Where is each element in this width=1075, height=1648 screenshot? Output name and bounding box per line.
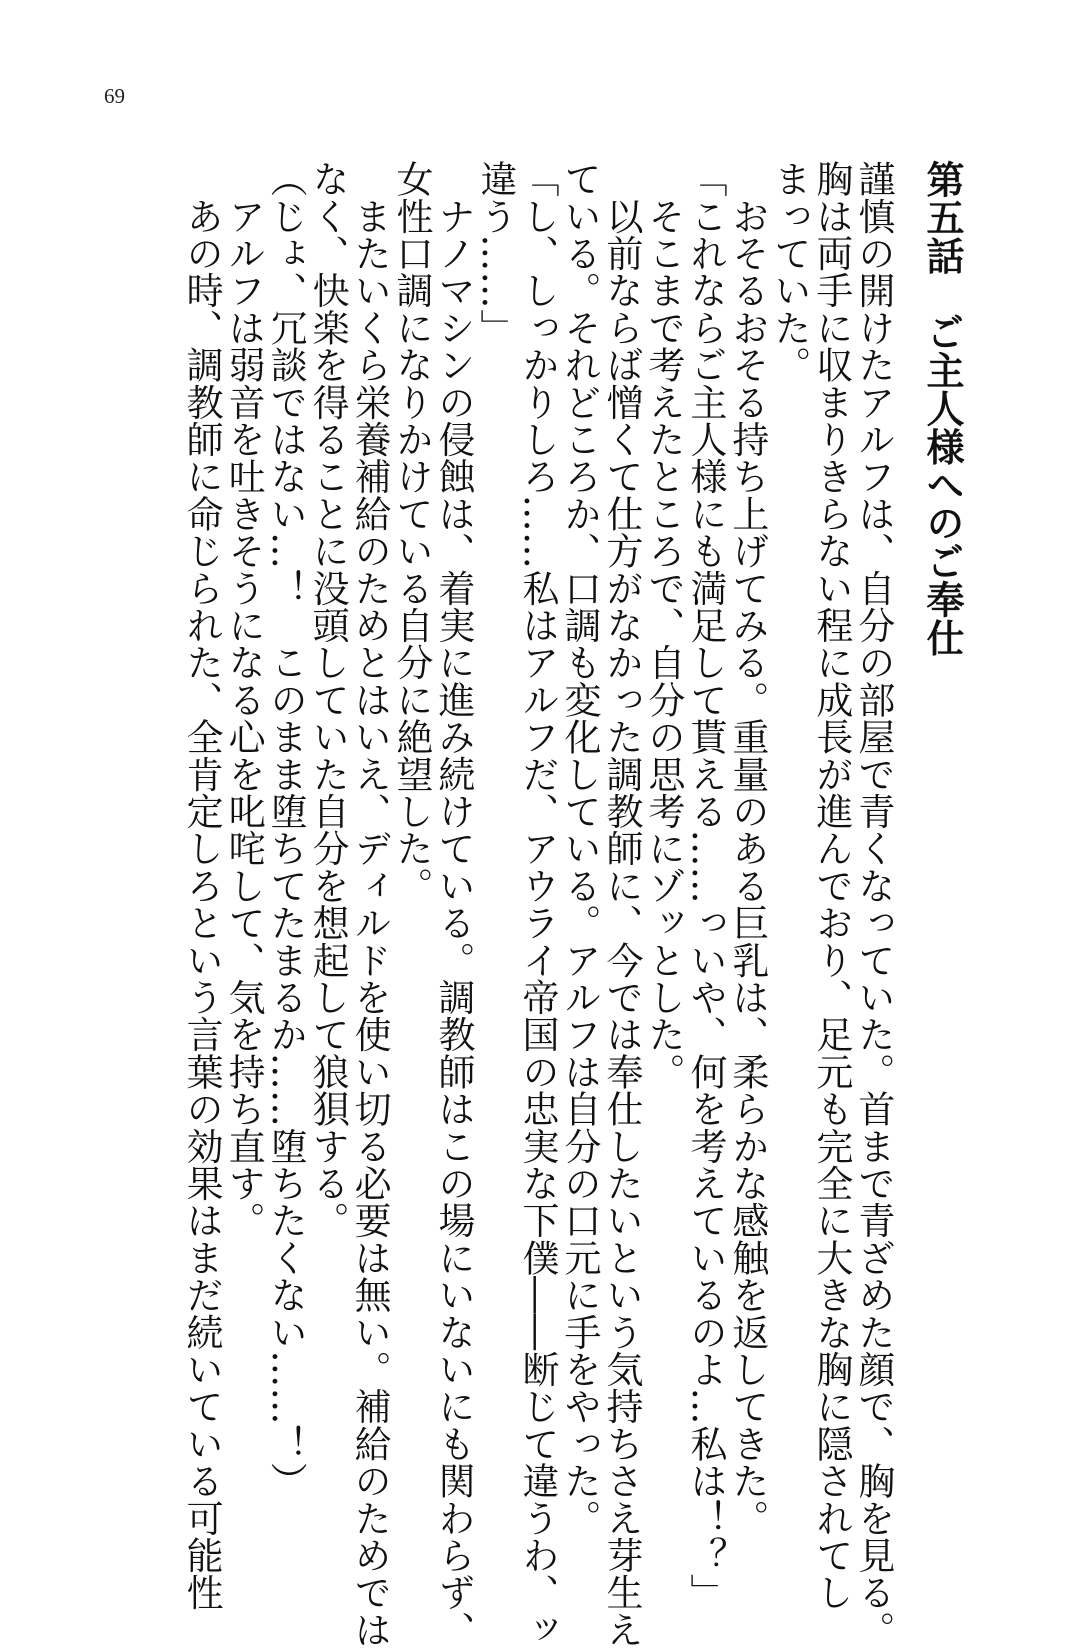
text-line: なく、快楽を得ることに没頭していた自分を想起して狼狽する。 bbox=[306, 160, 350, 1239]
text-line: そこまで考えたところで、自分の思考にゾッとした。 bbox=[641, 160, 685, 1090]
text-line: ている。それどころか、口調も変化している。アルフは自分の口元に手をやった。 bbox=[557, 160, 601, 1537]
text-line: 「これならご主人様にも満足して貰える……っいや、何を考えているのよ…私は！？」 bbox=[683, 160, 727, 1611]
chapter-title: 第五話 ご主人様へのご奉仕 bbox=[920, 160, 964, 657]
text-line: アルフは弱音を吐きそうになる心を叱咤して、気を持ち直す。 bbox=[222, 160, 266, 1239]
text-line: 胸は両手に収まりきらない程に成長が進んでおり、足元も完全に大きな胸に隠されてし bbox=[809, 160, 853, 1611]
text-line: おそるおそる持ち上げてみる。重量のある巨乳は、柔らかな感触を返してきた。 bbox=[725, 160, 769, 1537]
text-line: 以前ならば憎くて仕方がなかった調教師に、今では奉仕したいという気持ちさえ芽生え bbox=[599, 160, 643, 1648]
text-line: 謹慎の開けたアルフは、自分の部屋で青くなっていた。首まで青ざめた顔で、胸を見る。 bbox=[851, 160, 895, 1648]
text-line: またいくら栄養補給のためとはいえ、ディルドを使い切る必要は無い。補給のためでは bbox=[348, 160, 392, 1648]
text-line: 女性口調になりかけている自分に絶望した。 bbox=[390, 160, 434, 904]
body-text bbox=[180, 160, 964, 1648]
text-line: 違う……」 bbox=[474, 160, 518, 346]
text-line: まっていた。 bbox=[767, 160, 811, 384]
text-line: 「し、しっかりしろ……私はアルフだ、アウライ帝国の忠実な下僕――断じて違うわ、ッ bbox=[516, 160, 559, 1648]
text-line: あの時、調教師に命じられた、全肯定しろという言葉の効果はまだ続いている可能性 bbox=[180, 160, 224, 1611]
page-number: 69 bbox=[104, 84, 125, 108]
text-line: （じょ、冗談ではない…！ このまま堕ちてたまるか……堕ちたくない……！） bbox=[264, 160, 308, 1500]
text-line: ナノマシンの侵蝕は、着実に進み続けている。調教師はこの場にいないにも関わらず、 bbox=[432, 160, 476, 1648]
